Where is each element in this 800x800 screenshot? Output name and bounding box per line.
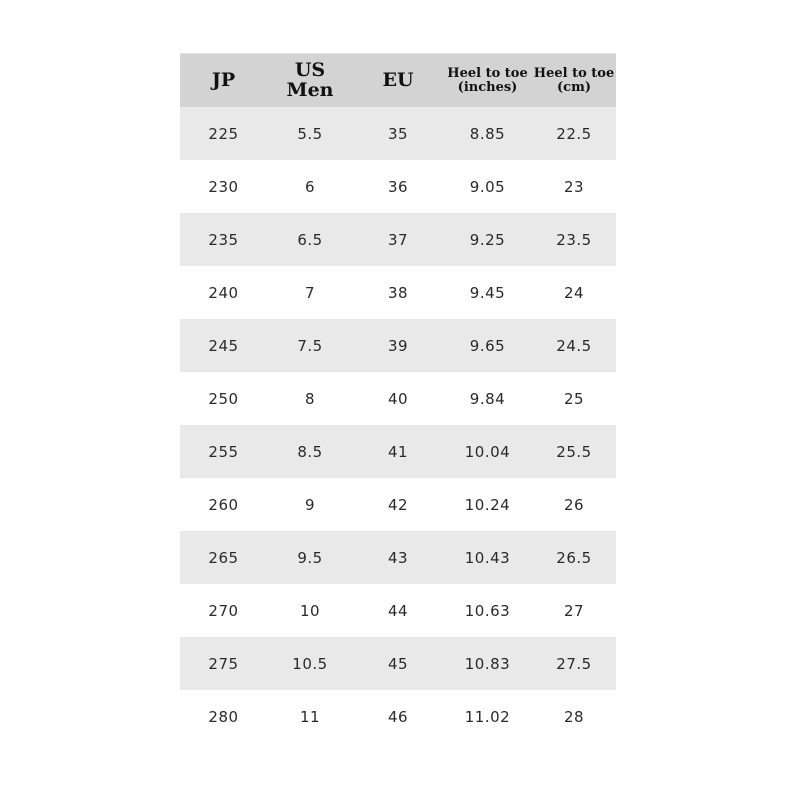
cell-us-men: 10 <box>299 601 321 620</box>
cell-jp: 275 <box>208 654 239 673</box>
cell-eu: 46 <box>387 707 409 726</box>
cell-eu: 45 <box>387 654 409 673</box>
table-row <box>180 478 616 531</box>
cell-jp: 230 <box>208 177 239 196</box>
cell-heel-to-toe-inches: 8.85 <box>469 124 506 143</box>
header-heel-to-toe-inches <box>443 67 532 94</box>
header-heel-inches-line2: (inches) <box>457 79 518 95</box>
table-row <box>180 637 616 690</box>
header-heel-cm-line2: (cm) <box>557 79 591 95</box>
table-row <box>180 690 616 743</box>
cell-heel-to-toe-inches: 9.25 <box>469 230 506 249</box>
cell-heel-to-toe-inches: 10.63 <box>464 601 511 620</box>
cell-jp: 235 <box>208 230 239 249</box>
cell-eu: 43 <box>387 548 409 567</box>
cell-heel-to-toe-cm: 23 <box>563 177 585 196</box>
cell-us-men: 10.5 <box>292 654 328 673</box>
cell-us-men: 8.5 <box>297 442 323 461</box>
cell-heel-to-toe-inches: 9.84 <box>469 389 506 408</box>
cell-heel-to-toe-cm: 23.5 <box>556 230 592 249</box>
cell-heel-to-toe-inches: 10.83 <box>464 654 511 673</box>
header-eu <box>353 68 443 91</box>
cell-eu: 42 <box>387 495 409 514</box>
cell-eu: 40 <box>387 389 409 408</box>
cell-heel-to-toe-inches: 9.05 <box>469 177 506 196</box>
cell-us-men: 8 <box>304 389 316 408</box>
cell-jp: 245 <box>208 336 239 355</box>
cell-jp: 250 <box>208 389 239 408</box>
cell-heel-to-toe-inches: 11.02 <box>464 707 511 726</box>
cell-us-men: 6 <box>304 177 316 196</box>
table-row <box>180 372 616 425</box>
cell-eu: 39 <box>387 336 409 355</box>
cell-jp: 265 <box>208 548 239 567</box>
cell-us-men: 7 <box>304 283 316 302</box>
table-row <box>180 531 616 584</box>
table-row <box>180 213 616 266</box>
cell-eu: 36 <box>387 177 409 196</box>
cell-us-men: 9 <box>304 495 316 514</box>
table-body <box>180 107 616 743</box>
size-chart-table <box>180 53 616 743</box>
table-row <box>180 425 616 478</box>
table-row <box>180 160 616 213</box>
cell-jp: 240 <box>208 283 239 302</box>
header-jp <box>180 68 267 91</box>
cell-us-men: 11 <box>299 707 321 726</box>
cell-heel-to-toe-cm: 24.5 <box>556 336 592 355</box>
header-eu-label: EU <box>382 68 414 91</box>
table-row <box>180 266 616 319</box>
cell-us-men: 7.5 <box>297 336 323 355</box>
table-row <box>180 584 616 637</box>
cell-heel-to-toe-inches: 9.45 <box>469 283 506 302</box>
cell-heel-to-toe-inches: 9.65 <box>469 336 506 355</box>
cell-jp: 255 <box>208 442 239 461</box>
table-header-row <box>180 53 616 107</box>
header-us-label: US <box>294 58 326 81</box>
header-jp-label: JP <box>211 68 236 91</box>
cell-heel-to-toe-cm: 27.5 <box>556 654 592 673</box>
cell-us-men: 5.5 <box>297 124 323 143</box>
header-heel-inches-line1: Heel to toe <box>447 65 528 81</box>
table-row <box>180 107 616 160</box>
cell-heel-to-toe-cm: 22.5 <box>556 124 592 143</box>
table-row <box>180 319 616 372</box>
cell-heel-to-toe-cm: 25 <box>563 389 585 408</box>
header-us-men <box>267 58 353 101</box>
cell-heel-to-toe-inches: 10.43 <box>464 548 511 567</box>
header-heel-cm-line1: Heel to toe <box>533 65 615 81</box>
cell-heel-to-toe-cm: 26 <box>563 495 585 514</box>
cell-us-men: 9.5 <box>297 548 323 567</box>
cell-jp: 225 <box>208 124 239 143</box>
cell-jp: 270 <box>208 601 239 620</box>
cell-heel-to-toe-cm: 27 <box>563 601 585 620</box>
cell-heel-to-toe-cm: 28 <box>563 707 585 726</box>
cell-eu: 38 <box>387 283 409 302</box>
cell-eu: 41 <box>387 442 409 461</box>
cell-heel-to-toe-cm: 25.5 <box>556 442 592 461</box>
cell-eu: 37 <box>387 230 409 249</box>
cell-eu: 35 <box>387 124 409 143</box>
cell-eu: 44 <box>387 601 409 620</box>
cell-jp: 260 <box>208 495 239 514</box>
cell-heel-to-toe-cm: 26.5 <box>556 548 592 567</box>
cell-heel-to-toe-cm: 24 <box>563 283 585 302</box>
cell-us-men: 6.5 <box>297 230 323 249</box>
cell-jp: 280 <box>208 707 239 726</box>
cell-heel-to-toe-inches: 10.04 <box>464 442 511 461</box>
header-heel-to-toe-cm <box>532 67 616 94</box>
header-men-label: Men <box>286 78 334 101</box>
cell-heel-to-toe-inches: 10.24 <box>464 495 511 514</box>
